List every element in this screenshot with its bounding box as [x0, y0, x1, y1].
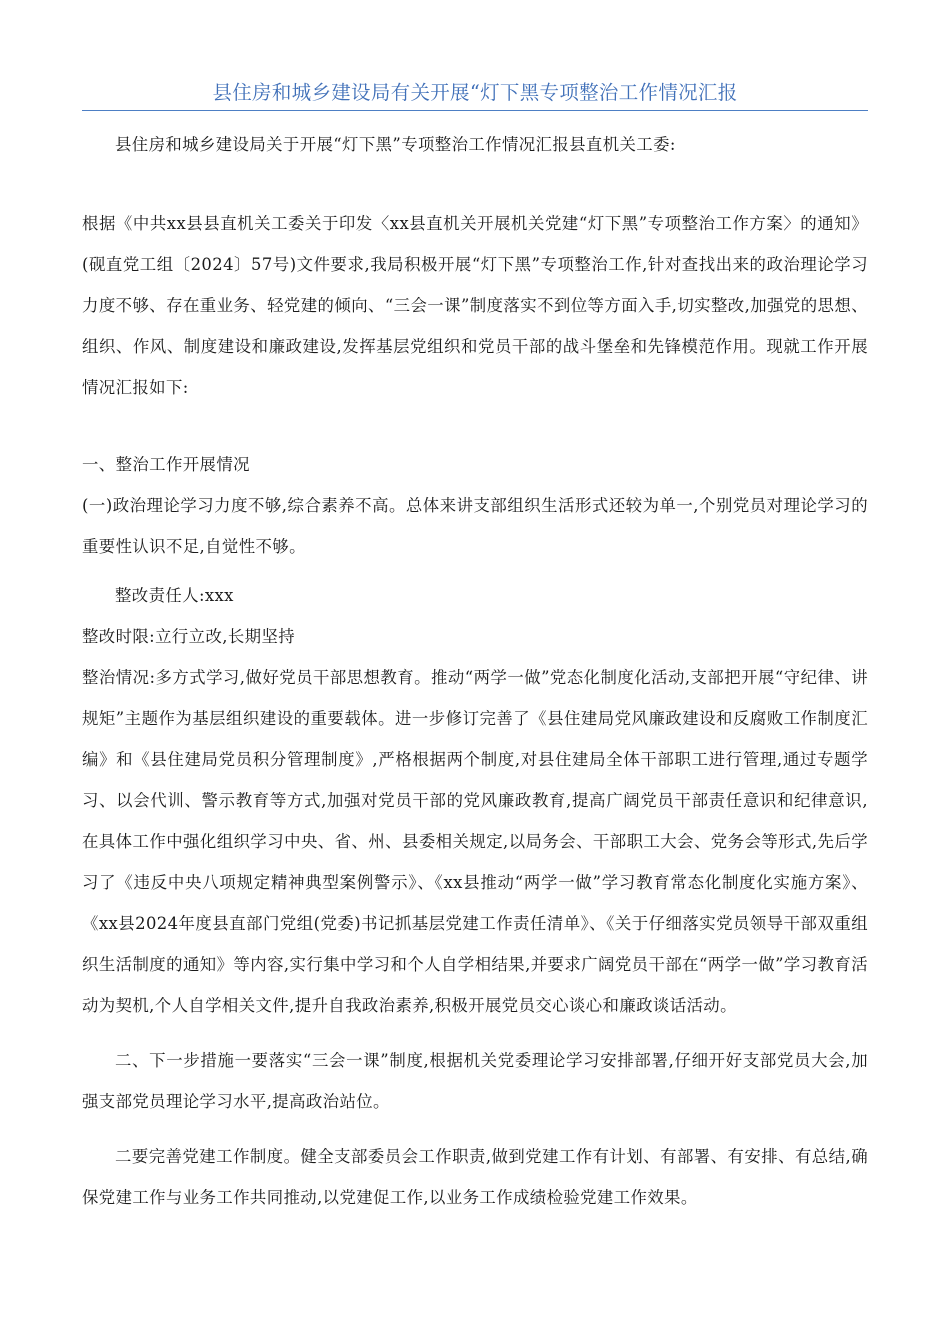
responsible-person: 整改责任人:xxx: [115, 586, 234, 605]
page-header: [82, 78, 868, 111]
next-steps-paragraph: 二、下一步措施一要落实“三会一课”制度,根据机关党委理论学习安排部署,仔细开好支部党员大会,加强支部党员理论学习水平,提高政治站位。: [82, 1051, 868, 1111]
issue-item-paragraph: (一)政治理论学习力度不够,综合素养不高。总体来讲支部组织生活形式还较为单一,个别党员对理论学习的重要性认识不足,自觉性不够。: [82, 496, 868, 556]
background-paragraph: 根据《中共xx县县直机关工委关于印发〈xx县直机关开展机关党建“灯下黑”专项整治工作方案〉的通知》(砚直党工组〔2024〕57号)文件要求,我局积极开展“灯下黑”专项整治工作,针对查找出来的政治理论学习力度不够、存在重业务、轻党建的倾向、“三会一课”制度落实不到位等方面入手,切实整改,加强党的思想、组织、作风、制度建设和廉政建设,发挥基层党组织和党员干部的战斗堡垒和先锋模范作用。现就工作开展情况汇报如下:: [82, 214, 868, 397]
intro-paragraph: 县住房和城乡建设局关于开展“灯下黑”专项整治工作情况汇报县直机关工委:: [115, 135, 676, 154]
deadline-line: 整改时限:立行立改,长期坚持: [82, 627, 296, 646]
document-body: [82, 124, 868, 1218]
document-title: 县住房和城乡建设局有关开展“灯下黑专项整治工作情况汇报: [212, 81, 738, 104]
improve-system-paragraph: 二要完善党建工作制度。健全支部委员会工作职责,做到党建工作有计划、有部署、有安排、有总结,确保党建工作与业务工作共同推动,以党建促工作,以业务工作成绩检验党建工作效果。: [82, 1147, 868, 1207]
section-heading: 一、整治工作开展情况: [82, 455, 250, 474]
rectification-paragraph: 整治情况:多方式学习,做好党员干部思想教育。推动“两学一做”党态化制度化活动,支部把开展“守纪律、讲规矩”主题作为基层组织建设的重要载体。进一步修订完善了《县住建局党风廉政建设和反腐败工作制度汇编》和《县住建局党员积分管理制度》,严格根据两个制度,对县住建局全体干部职工进行管理,通过专题学习、以会代训、警示教育等方式,加强对党员干部的党风廉政教育,提高广阔党员干部责任意识和纪律意识,在具体工作中强化组织学习中央、省、州、县委相关规定,以局务会、干部职工大会、党务会等形式,先后学习了《违反中央八项规定精神典型案例警示》、《xx县推动“两学一做”学习教育常态化制度化实施方案》、《xx县2024年度县直部门党组(党委)书记抓基层党建工作责任清单》、《关于仔细落实党员领导干部双重组织生活制度的通知》等内容,实行集中学习和个人自学相结果,并要求广阔党员干部在“两学一做”学习教育活动为契机,个人自学相关文件,提升自我政治素养,积极开展党员交心谈心和廉政谈话活动。: [82, 668, 868, 1015]
